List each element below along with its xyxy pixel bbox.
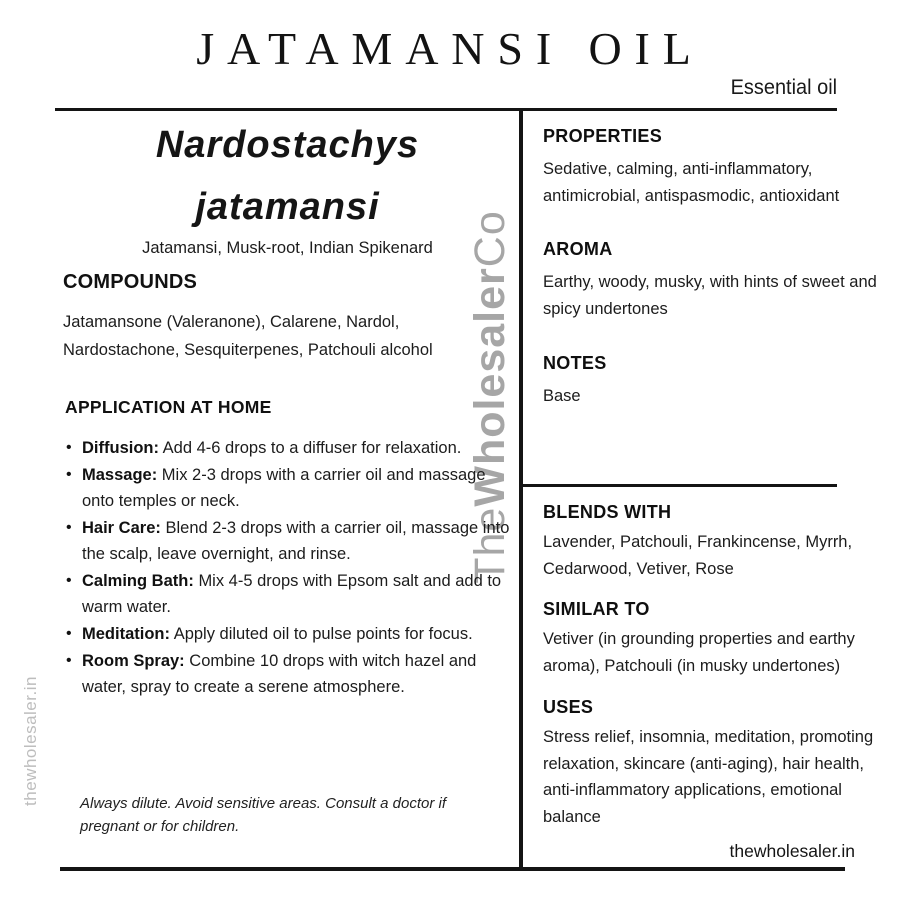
- bullet-text: Add 4-6 drops to a diffuser for relaxation.: [162, 438, 462, 457]
- properties-section: [543, 126, 879, 209]
- bullet-label: Hair Care:: [82, 518, 161, 537]
- footer-site-url: thewholesaler.in: [729, 841, 855, 861]
- compounds-heading: COMPOUNDS: [63, 271, 198, 293]
- uses-heading: USES: [543, 696, 594, 717]
- similar-heading: SIMILAR TO: [543, 599, 650, 620]
- bullet-label: Meditation:: [82, 625, 170, 644]
- botanical-name-line1: Nardostachys: [155, 124, 420, 166]
- top-rule: [55, 108, 837, 111]
- bullet-label: Diffusion:: [82, 438, 159, 457]
- aroma-section: [543, 239, 879, 322]
- similar-text: Vetiver (in grounding properties and earthy aroma), Patchouli (in musky undertones): [543, 630, 855, 676]
- properties-heading: PROPERTIES: [543, 126, 663, 146]
- bullet-text: Apply diluted oil to pulse points for focus.: [173, 625, 473, 644]
- similar-section: [543, 599, 891, 679]
- right-column-top: [543, 126, 879, 433]
- bullet-label: Room Spray:: [82, 652, 185, 671]
- common-names: Jatamansi, Musk-root, Indian Spikenard: [142, 239, 433, 257]
- brand-watermark-post: Co: [465, 210, 514, 268]
- properties-text: Sedative, calming, anti-inflammatory, antimicrobial, antispasmodic, antioxidant: [543, 160, 840, 205]
- uses-text: Stress relief, insomnia, meditation, promoting relaxation, skincare (anti-aging), hair health, anti-inflammatory applications, emotional balance: [543, 727, 874, 827]
- bullet-text: Mix 4-5 drops with Epsom salt and add to warm water.: [82, 572, 502, 617]
- list-item: [82, 435, 512, 461]
- page-title: JATAMANSI OIL: [196, 23, 704, 74]
- list-item: [82, 621, 512, 647]
- bullet-text: Mix 2-3 drops with a carrier oil and massage onto temples or neck.: [82, 465, 486, 510]
- notes-section: [543, 353, 879, 410]
- botanical-name-line2: jatamansi: [195, 186, 380, 228]
- bullet-text: Blend 2-3 drops with a carrier oil, massage into the scalp, leave overnight, and rinse.: [82, 518, 510, 563]
- blends-heading: BLENDS WITH: [543, 502, 672, 522]
- application-heading: APPLICATION AT HOME: [65, 396, 272, 417]
- list-item: [82, 515, 512, 567]
- application-list: [55, 435, 520, 701]
- brand-watermark-pre: The: [465, 506, 514, 584]
- notes-text: Base: [543, 386, 581, 405]
- left-column: [55, 112, 520, 701]
- bullet-text: Combine 10 drops with witch hazel and water, spray to create a serene atmosphere.: [82, 652, 477, 697]
- compounds-text: Jatamansone (Valeranone), Calarene, Nardol, Nardostachone, Sesquiterpenes, Patchouli alcohol: [63, 313, 433, 360]
- brand-watermark-bold: Wholesaler: [465, 267, 514, 507]
- aroma-text: Earthy, woody, musky, with hints of sweet and spicy undertones: [543, 273, 877, 319]
- disclaimer-text: Always dilute. Avoid sensitive areas. Consult a doctor if pregnant or for children.: [80, 795, 447, 836]
- notes-heading: NOTES: [543, 352, 607, 373]
- aroma-heading: AROMA: [543, 239, 613, 260]
- blends-text: Lavender, Patchouli, Frankincense, Myrrh, Cedarwood, Vetiver, Rose: [543, 533, 853, 578]
- essential-oil-label: Essential oil: [730, 76, 837, 99]
- right-column-bottom: [543, 502, 891, 848]
- bullet-label: Calming Bath:: [82, 572, 194, 591]
- list-item: [82, 462, 512, 514]
- bullet-label: Massage:: [82, 465, 158, 484]
- list-item: [82, 568, 512, 620]
- right-column-divider: [522, 484, 837, 487]
- side-watermark: thewholesaler.in: [21, 676, 40, 806]
- bottom-rule: [60, 867, 845, 871]
- list-item: [82, 648, 512, 700]
- uses-section: [543, 697, 891, 831]
- blends-section: [543, 502, 891, 582]
